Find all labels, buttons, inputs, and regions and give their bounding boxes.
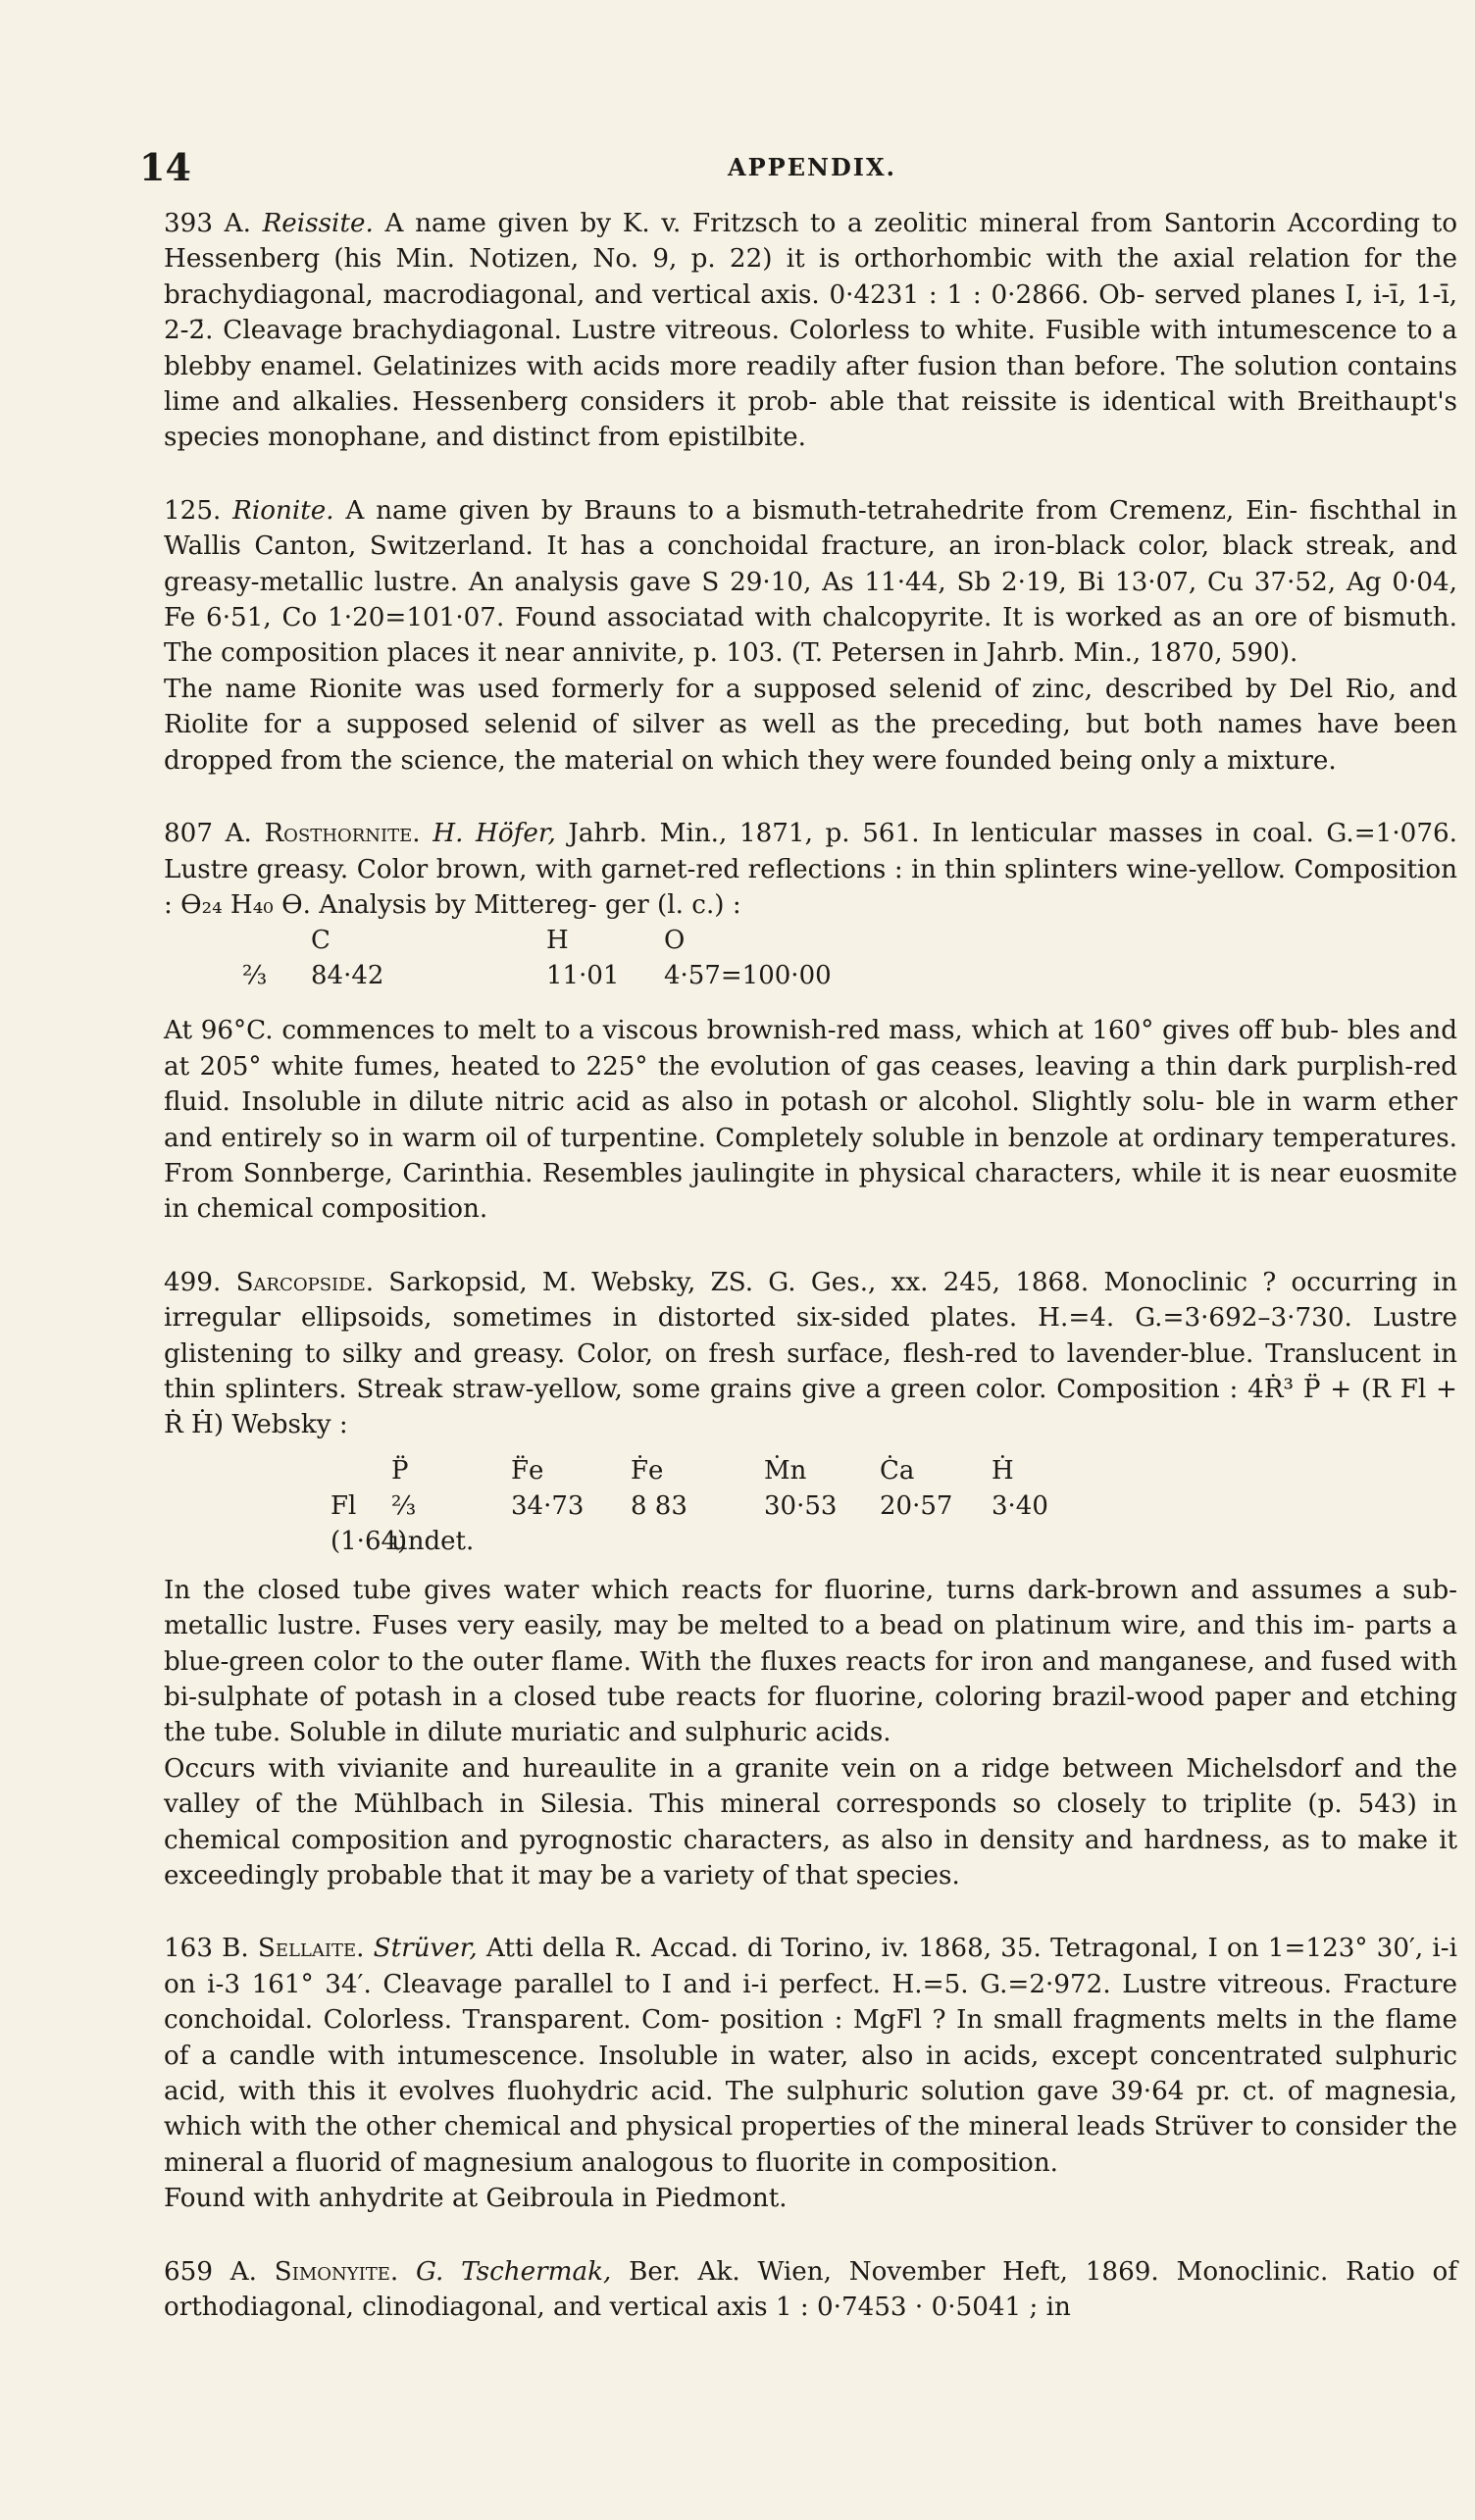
entry-number: 125. — [164, 495, 222, 526]
analysis-value: (1·64) — [331, 1526, 408, 1556]
page-number: 14 — [139, 145, 191, 189]
analysis-header: Ḣ — [992, 1455, 1014, 1486]
text-line: Insoluble in water, also in acids, except concentrated sulphuric acid, with this it evolves — [164, 2041, 1458, 2107]
text-line: fischthal in Wallis Canton, Switzerland. It has a conchoidal fracture, an iron-black color, — [164, 495, 1458, 562]
paragraph-note — [164, 672, 1457, 779]
text-line: sub-metallic lustre. Fuses very easily, may be melted to a bead on platinum wire, and this im- — [164, 1575, 1458, 1641]
text-line: make it exceedingly probable that it may be a variety of that species. — [164, 1825, 1457, 1891]
text-line: position : MgFl ? In small fragments melts in the flame of a candle with intumescence. — [164, 2005, 1458, 2071]
analysis-value: 11·01 — [546, 961, 620, 991]
author-name: H. Höfer, — [432, 819, 556, 849]
text-line: and fused with bi-sulphate of potash in a closed tube reacts for fluorine, coloring brazil-wood — [164, 1646, 1457, 1712]
text-line: fluohydric acid. The sulphuric solution gave 39·64 pr. ct. of magnesia, which with the other — [164, 2077, 1457, 2142]
text-line: A name given by Brauns to a bismuth-tetrahedrite from Cremenz, Ein- — [345, 495, 1298, 526]
entry-simonyite — [164, 2254, 1457, 2326]
entry-name: Rionite. — [232, 495, 334, 526]
paragraph — [164, 493, 1457, 672]
text-line: black streak, and greasy-metallic lustre. An analysis gave S 29·10, As 11·44, Sb 2·19, Bi — [164, 531, 1457, 597]
text-line: parts a blue-green color to the outer flame. With the fluxes reacts for iron and manganese, — [164, 1611, 1457, 1677]
paragraph-note — [164, 2181, 1457, 2216]
entry-name: Sellaite. — [257, 1934, 365, 1964]
text-line: In the closed tube gives water which reacts for fluorine, turns dark-brown and assumes a — [164, 1575, 1391, 1605]
analysis-table — [331, 1453, 1457, 1559]
text-line: Sarkopsid, M. Websky, ZS. G. Ges., xx. 245, 1868. — [388, 1267, 1090, 1297]
running-head: APPENDIX. — [728, 153, 896, 181]
text-line: Petersen in Jahrb. Min., 1870, 590). — [831, 638, 1298, 669]
text-line: flesh-red to lavender-blue. Translucent in thin splinters. Streak straw-yellow, some grains — [164, 1338, 1458, 1404]
entry-sarcopside — [164, 1265, 1457, 1894]
entry-reissite — [164, 206, 1457, 456]
analysis-header: F̈e — [511, 1455, 544, 1486]
analysis-header: O — [664, 926, 686, 956]
paragraph — [164, 2254, 1457, 2326]
entry-number: 659 A. — [164, 2256, 257, 2287]
analysis-value: ⅔ — [242, 961, 268, 991]
text-line: H.=4. G.=3·692–3·730. Lustre glistening to silky and greasy. Color, on fresh surface, — [164, 1303, 1457, 1369]
text-line: mixture. — [1226, 745, 1337, 776]
analysis-header — [331, 1453, 391, 1488]
entry-sellaite — [164, 1931, 1457, 2216]
text-line: chemical and physical properties of the mineral leads Strüver to consider the mineral a fluorid — [164, 2112, 1457, 2178]
text-line: Fusible with intumescence to a blebby enamel. Gelatinizes with acids more readily after — [164, 316, 1458, 381]
text-line: The name Rionite was used formerly for a supposed selenid of zinc, described by Del Rio, — [164, 674, 1397, 704]
analysis-value: 34·73 — [511, 1490, 585, 1521]
text-line: give a green color. Composition : 4Ṙ³ P̈ + (R Fl + Ṙ Ḣ) Websky : — [164, 1374, 1457, 1440]
analysis-header — [242, 923, 311, 958]
paragraph — [164, 1573, 1457, 1751]
entry-name: Simonyite. — [274, 2256, 399, 2287]
text-line: paper and etching the tube. Soluble in dilute muriatic and sulphuric acids. — [164, 1683, 1458, 1748]
paragraph — [164, 1013, 1457, 1227]
text-line: in chemical composition and pyrognostic characters, as also in density and hardness, as to — [164, 1789, 1458, 1855]
text-line: Jahrb. Min., 1871, p. 561. — [568, 819, 920, 849]
analysis-value: 4·57=100·00 — [664, 961, 832, 991]
text-line: Found with anhydrite at Geibroula in Piedmont. — [164, 2184, 788, 2214]
text-line: at ordinary temperatures. From Sonnberge, Carinthia. Resembles jaulingite in physical — [164, 1123, 1458, 1188]
entry-name: Sarcopside. — [235, 1267, 375, 1297]
paragraph-note — [164, 1751, 1457, 1894]
text-line: Monoclinic ? occurring in irregular ellipsoids, sometimes in distorted six-sided plates. — [164, 1267, 1458, 1334]
analysis-header: Fl — [331, 1490, 357, 1521]
text-line: In lenticular masses in coal. G.=1·076. Lustre greasy. Color brown, with garnet-red — [164, 819, 1457, 884]
analysis-header: C — [311, 926, 331, 956]
text-line: characters, while it is near euosmite in chemical composition. — [164, 1158, 1458, 1225]
text-line: served planes I, i-ī, 1-ī, 2-2̄. Cleavage brachydiagonal. Lustre vitreous. Colorless to white. — [164, 279, 1457, 346]
analysis-table — [242, 923, 1457, 993]
text-line: Monoclinic. Ratio of orthodiagonal, clinodiagonal, and vertical axis 1 : 0·7453 · 0·5041 ; in — [164, 2256, 1457, 2323]
entry-name: Rosthornite. — [264, 819, 421, 849]
text-line: relation for the brachydiagonal, macrodiagonal, and vertical axis. 0·4231 : 1 : 0·2866. Ob- — [164, 244, 1457, 310]
text-line: been dropped from the science, the material on which they were founded being only a — [164, 710, 1457, 776]
text-line: Ber. Ak. Wien, November Heft, 1869. — [629, 2256, 1159, 2287]
text-line: At 96°C. commences to melt to a viscous brownish-red mass, which at 160° gives off bub- — [164, 1016, 1340, 1046]
analysis-value: 3·40 — [992, 1490, 1048, 1521]
analysis-header: Ḟe — [631, 1455, 664, 1486]
analysis-value: undet. — [391, 1526, 475, 1556]
paragraph — [164, 816, 1457, 923]
text-line: of magnesium analogous to fluorite in composition. — [389, 2147, 1059, 2178]
text-line: fusion than before. The solution contains lime and alkalies. Hessenberg considers it prob- — [164, 351, 1457, 418]
text-line: purplish-red fluid. Insoluble in dilute nitric acid as also in potash or alcohol. Slightly solu- — [164, 1051, 1457, 1118]
text-line: reflections : in thin splinters wine-yellow. Composition : Ɵ₂₄ H₄₀ Ɵ. Analysis by Mittereg- — [164, 854, 1457, 920]
text-line: epistilbite. — [668, 423, 806, 453]
entry-name: Reissite. — [262, 209, 374, 238]
text-line: According to Hessenberg (his Min. Notizen, No. 9, p. 22) it is orthorhombic with the axial — [164, 209, 1458, 275]
text-line: and Riolite for a supposed selenid of silver as well as the preceding, but both names have — [164, 674, 1457, 740]
analysis-value: ⅔ — [391, 1490, 417, 1521]
entry-number: 163 B. — [164, 1934, 249, 1964]
text-line: Atti della R. Accad. di Torino, iv. 1868, 35. — [485, 1934, 1042, 1964]
entry-number: 393 A. — [164, 209, 251, 238]
text-line: ger (l. c.) : — [604, 889, 741, 920]
paragraph — [164, 206, 1457, 456]
analysis-header: Ṁn — [764, 1455, 807, 1486]
author-name: G. Tschermak, — [416, 2256, 612, 2287]
entry-number: 807 A. — [164, 819, 252, 849]
text-line: able that reissite is identical with Breithaupt's species monophane, and distinct from — [164, 387, 1457, 453]
page-header — [139, 145, 1457, 206]
text-line: Tetragonal, I on 1=123° 30′, i-i on i-3 161° 34′. Cleavage parallel to I and i-i perfect. — [164, 1934, 1458, 1999]
text-line: ble in warm ether and entirely so in warm oil of turpentine. Completely soluble in benzole — [164, 1087, 1458, 1153]
paragraph — [164, 1265, 1457, 1443]
analysis-value: 84·42 — [311, 961, 384, 991]
analysis-header: H — [546, 926, 569, 956]
analysis-value: 30·53 — [764, 1490, 838, 1521]
analysis-value: 8 83 — [631, 1490, 687, 1521]
text-line: the valley of the Mühlbach in Silesia. This mineral corresponds so closely to triplite (p. 543) — [164, 1753, 1457, 1820]
text-line: 13·07, Cu 37·52, Ag 0·04, Fe 6·51, Co 1·20=101·07. Found associatad with chalcopyrite. — [164, 567, 1457, 633]
text-line: It is worked as an ore of bismuth. The composition places it near annivite, p. 103. (T. — [164, 603, 1457, 669]
entry-rosthornite — [164, 816, 1457, 1228]
analysis-header: Ċa — [880, 1455, 915, 1486]
entry-rionite — [164, 493, 1457, 779]
text-line: bles and at 205° white fumes, heated to 225° the evolution of gas ceases, leaving a thin dark — [164, 1016, 1457, 1082]
paragraph — [164, 1931, 1457, 2181]
text-line: Occurs with vivianite and hureaulite in a granite vein on a ridge between Michelsdorf and — [164, 1753, 1403, 1784]
text-line: H.=5. G.=2·972. Lustre vitreous. Fracture conchoidal. Colorless. Transparent. Com- — [164, 1969, 1457, 2036]
analysis-header: P̈ — [391, 1455, 409, 1486]
text-line: A name given by K. v. Fritzsch to a zeolitic mineral from Santorin — [384, 209, 1277, 238]
entry-number: 499. — [164, 1267, 222, 1297]
author-name: Strüver, — [373, 1934, 478, 1964]
analysis-value: 20·57 — [880, 1490, 953, 1521]
